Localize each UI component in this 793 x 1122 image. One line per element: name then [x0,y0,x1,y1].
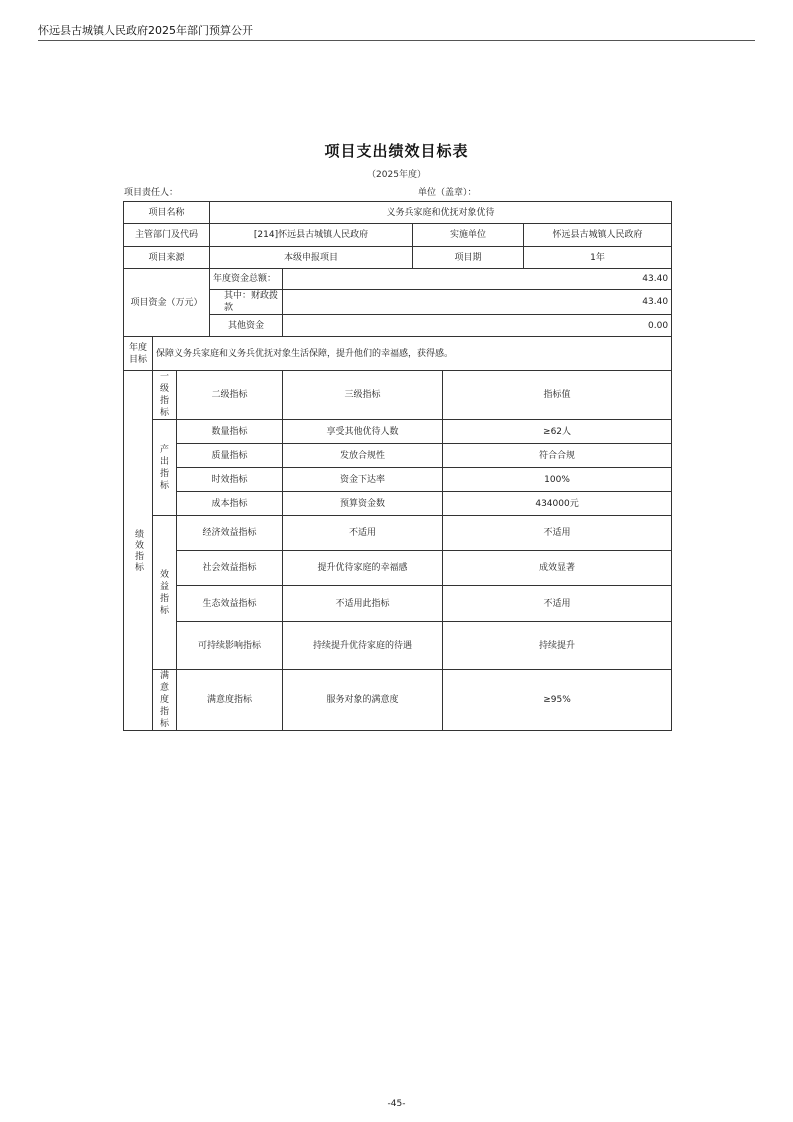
output-level2: 数量指标 [177,420,283,444]
satisfaction-level2: 满意度指标 [177,670,283,731]
table-subtitle: （2025年度） [367,170,426,180]
annual-goal-label: 年度目标 [124,337,153,371]
output-value: 100% [443,468,672,492]
performance-indicators-label: 绩效指标 [124,371,153,731]
page-number: -45- [387,1099,406,1109]
table-row [124,269,672,290]
output-value: 符合合规 [443,444,672,468]
output-level2: 成本指标 [177,492,283,516]
benefit-level2: 生态效益指标 [177,586,283,622]
project-name-value: 义务兵家庭和优抚对象优待 [210,202,672,224]
project-name-label: 项目名称 [124,202,210,224]
benefit-indicators-label: 效益指标 [153,516,177,670]
table-row [124,622,672,670]
annual-total-label: 年度资金总额： [210,269,283,290]
fiscal-appropriation-label: 其中：财政拨款 [210,290,283,315]
table-row [124,337,672,371]
benefit-value: 持续提升 [443,622,672,670]
header-level3: 三级指标 [283,371,443,420]
annual-goal-value: 保障义务兵家庭和义务兵优抚对象生活保障，提升他们的幸福感，获得感。 [153,337,672,371]
benefit-value: 不适用 [443,586,672,622]
project-period-value: 1年 [524,247,672,269]
satisfaction-level3: 服务对象的满意度 [283,670,443,731]
output-level3: 资金下达率 [283,468,443,492]
annual-total-value: 43.40 [283,269,672,290]
benefit-level3: 不适用 [283,516,443,551]
benefit-value: 不适用 [443,516,672,551]
benefit-level2: 经济效益指标 [177,516,283,551]
table-row [124,492,672,516]
table-row [124,468,672,492]
output-level3: 享受其他优待人数 [283,420,443,444]
output-indicators-label: 产出指标 [153,420,177,516]
table-row [124,224,672,247]
implementing-unit-value: 怀远县古城镇人民政府 [524,224,672,247]
table-row [124,371,672,420]
project-funds-label: 项目资金（万元） [124,269,210,337]
table-row [124,247,672,269]
satisfaction-indicators-label: 满意度指标 [153,670,177,731]
benefit-level3: 提升优待家庭的幸福感 [283,551,443,586]
project-period-label: 项目期 [413,247,524,269]
table-row [124,202,672,224]
header-divider [38,40,755,41]
satisfaction-value: ≥95% [443,670,672,731]
benefit-level3: 不适用此指标 [283,586,443,622]
department-label: 主管部门及代码 [124,224,210,247]
output-value: 434000元 [443,492,672,516]
project-source-value: 本级申报项目 [210,247,413,269]
performance-goal-table [123,201,672,731]
output-value: ≥62人 [443,420,672,444]
benefit-value: 成效显著 [443,551,672,586]
table-row [124,420,672,444]
implementing-unit-label: 实施单位 [413,224,524,247]
benefit-level3: 持续提升优待家庭的待遇 [283,622,443,670]
page-header: 怀远县古城镇人民政府2025年部门预算公开 [38,24,253,37]
header-value: 指标值 [443,371,672,420]
header-level1: 一级指标 [153,371,177,420]
department-value: [214]怀远县古城镇人民政府 [210,224,413,247]
project-source-label: 项目来源 [124,247,210,269]
responsible-person-label: 项目责任人： [124,188,179,198]
output-level2: 质量指标 [177,444,283,468]
other-funds-value: 0.00 [283,315,672,337]
output-level2: 时效指标 [177,468,283,492]
benefit-level2: 可持续影响指标 [177,622,283,670]
table-row [124,551,672,586]
fiscal-appropriation-value: 43.40 [283,290,672,315]
benefit-level2: 社会效益指标 [177,551,283,586]
output-level3: 发放合规性 [283,444,443,468]
table-title: 项目支出绩效目标表 [324,142,469,160]
unit-stamp-label: 单位（盖章）： [418,188,477,198]
table-row [124,444,672,468]
output-level3: 预算资金数 [283,492,443,516]
header-level2: 二级指标 [177,371,283,420]
table-row [124,586,672,622]
table-row [124,670,672,731]
other-funds-label: 其他资金 [210,315,283,337]
table-row [124,516,672,551]
